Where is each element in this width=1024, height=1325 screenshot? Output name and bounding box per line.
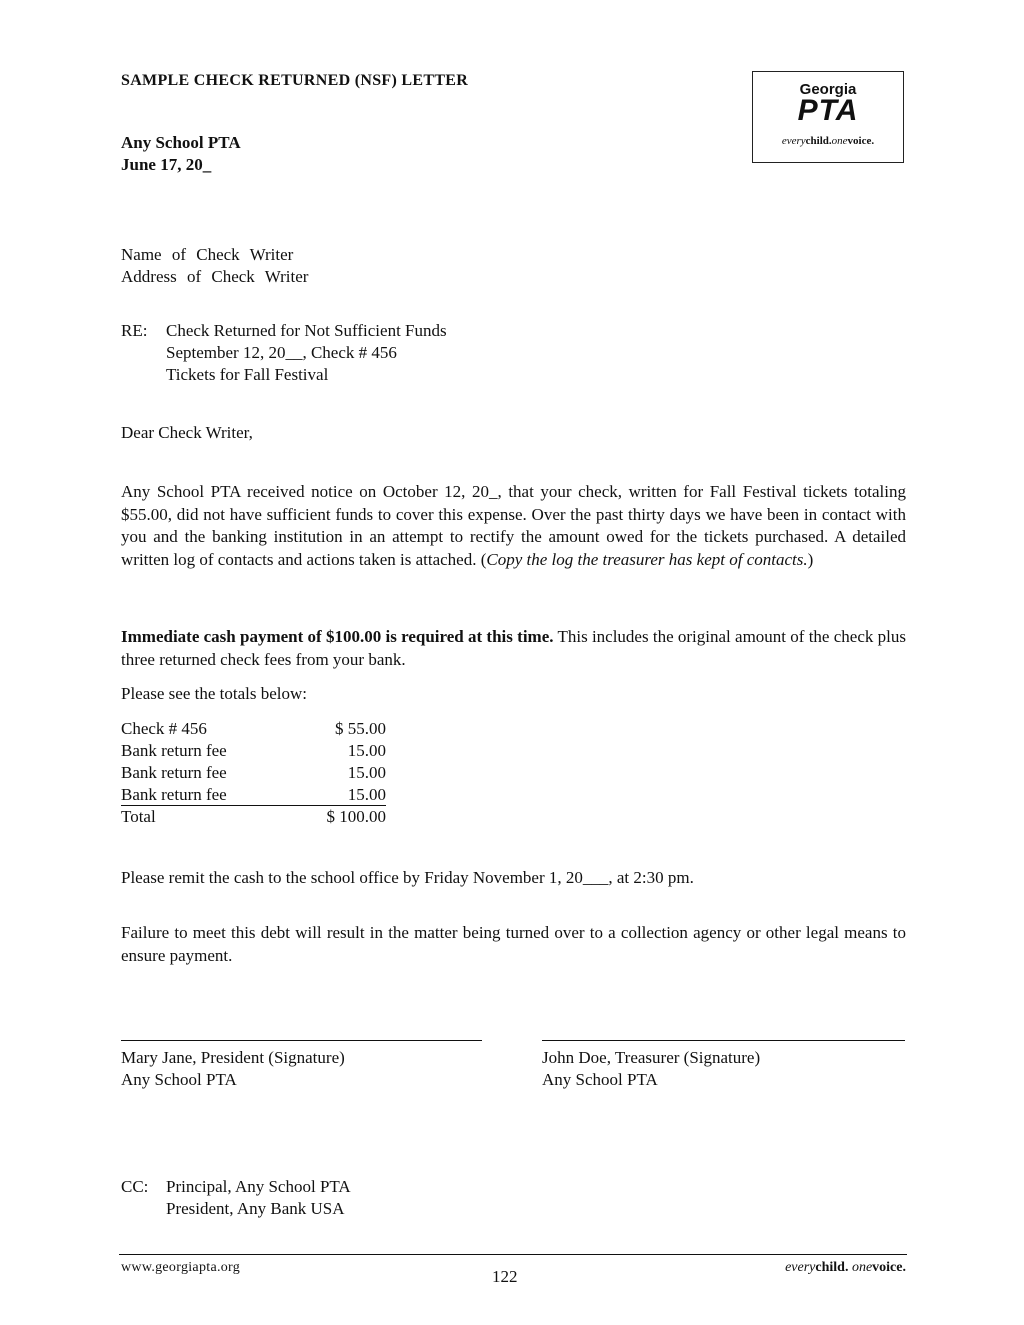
signature-line-president (121, 1040, 482, 1041)
georgia-pta-logo (752, 71, 904, 163)
footer-website: www.georgiapta.org (121, 1260, 241, 1275)
re-line: Check Returned for Not Sufficient Funds (166, 321, 447, 340)
signer-org: Any School PTA (542, 1070, 658, 1089)
totals-row: Check # 456 $ 55.00 (121, 719, 386, 738)
body-paragraph-notice: Any School PTA received notice on October 12, 20_, that your check, written for Fall Festival tickets totaling $55.00, did not have sufficient funds to cover this expense. Over the past thirty days we have been in contact with you and the banking institution in an attempt to rectify the amount owed for the tickets purchased. A detailed written log of contacts and actions taken is attached. (Copy the log the treasurer has kept of contacts.) (121, 482, 906, 569)
re-block (121, 320, 447, 384)
totals-row: Bank return fee 15.00 (121, 785, 386, 804)
salutation: Dear Check Writer, (121, 423, 253, 442)
signature-block-treasurer (542, 1047, 760, 1091)
totals-row: Bank return fee 15.00 (121, 763, 386, 782)
body-paragraph-failure: Failure to meet this debt will result in the matter being turned over to a collection agency or other legal means to ensure payment. (121, 923, 906, 965)
totals-row: Bank return fee 15.00 (121, 741, 386, 760)
signer-name: John Doe, Treasurer (Signature) (542, 1048, 761, 1067)
logo-state: Georgia (799, 81, 857, 98)
signer-org: Any School PTA (121, 1070, 237, 1089)
document-title: SAMPLE CHECK RETURNED (NSF) LETTER (121, 72, 469, 89)
logo-tagline: everychild.onevoice. (781, 135, 875, 147)
footer-tagline: everychild. onevoice. (785, 1260, 906, 1275)
cc-line: President, Any Bank USA (166, 1199, 345, 1218)
re-line: September 12, 20__, Check # 456 (166, 343, 397, 362)
totals-table (121, 718, 386, 828)
totals-total-row: Total $ 100.00 (121, 807, 386, 826)
page-number: 122 (492, 1267, 518, 1286)
recipient-block (121, 244, 308, 288)
recipient-name: Name of Check Writer (121, 245, 294, 264)
signature-block-president (121, 1047, 345, 1091)
body-paragraph-remit: Please remit the cash to the school office by Friday November 1, 20___, at 2:30 pm. (121, 868, 694, 887)
logo-name: PTA (797, 94, 859, 127)
signer-name: Mary Jane, President (Signature) (121, 1048, 345, 1067)
letterhead (121, 132, 241, 176)
cc-label: CC: (121, 1177, 149, 1196)
re-label: RE: (121, 321, 148, 340)
cc-line: Principal, Any School PTA (166, 1177, 351, 1196)
cc-block (121, 1176, 351, 1218)
letter-date: June 17, 20_ (121, 155, 212, 174)
signature-line-treasurer (542, 1040, 905, 1041)
org-name: Any School PTA (121, 133, 241, 152)
footer-rule (119, 1254, 907, 1255)
body-paragraph-totals-intro: Please see the totals below: (121, 684, 308, 703)
body-paragraph-payment: Immediate cash payment of $100.00 is required at this time. This includes the original amount of the check plus three returned check fees from your bank. (121, 627, 906, 669)
re-line: Tickets for Fall Festival (166, 365, 329, 384)
recipient-address: Address of Check Writer (121, 267, 309, 286)
